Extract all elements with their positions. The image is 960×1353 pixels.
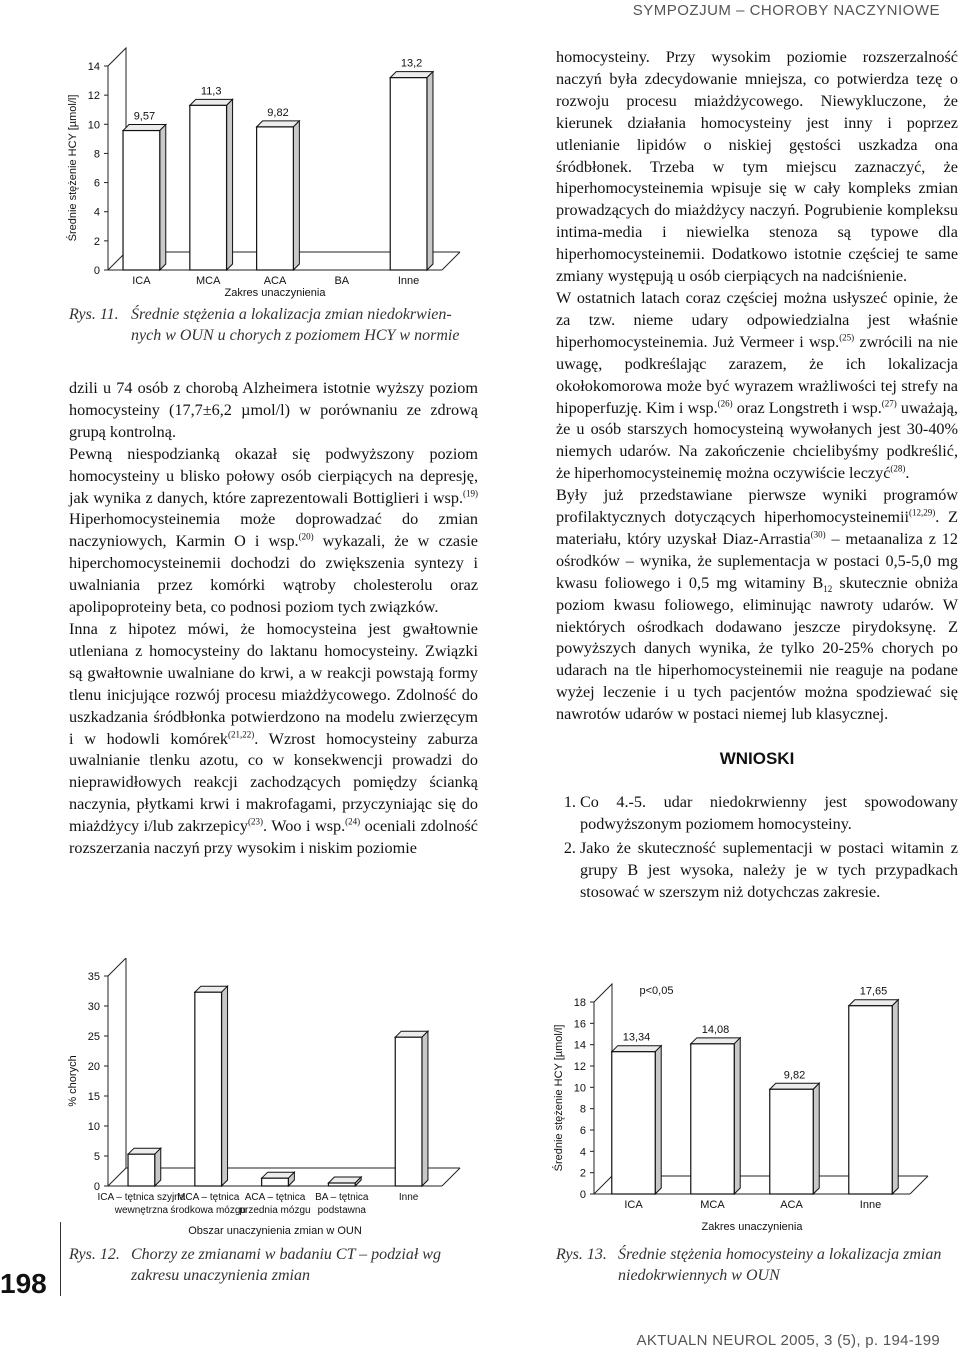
bar xyxy=(770,1089,813,1194)
y-tick-label: 0 xyxy=(579,1189,586,1201)
data-label: 9,57 xyxy=(133,110,156,123)
y-tick-label: 35 xyxy=(87,971,100,983)
bar xyxy=(195,992,222,1186)
paragraph: Pewną niespodzianką okazał się podwyższony poziom homocysteiny u blisko połowy osób cierpiących na depresję, jak wynika z danych, które zaprezentowali Bottiglieri i wsp.$^{(19)}$ Hiperhomocysteinemia może doprowadzać do zmian naczyniowych, Karmin O i wsp.$^{(20)}$ wykazali, że w czasie hiperchomocysteinemii dochodzi do zwiększenia syntezy i uwalniania przez komórki wątroby cholesterolu oraz apolipoproteiny beta, co podnosi poziom tych związków. xyxy=(69,444,478,617)
y-axis-label: Średnie stężenie HCY [µmol/l] xyxy=(553,1024,565,1172)
figure-13-caption: Rys. 13. Średnie stężenia homocysteiny a lokalizacja zmian niedokrwiennych w OUN xyxy=(556,1246,942,1284)
y-tick-label: 8 xyxy=(93,148,100,161)
y-tick-label: 2 xyxy=(579,1167,586,1180)
x-axis-label: Zakres unaczynienia xyxy=(701,1221,803,1233)
y-tick-label: 12 xyxy=(573,1061,586,1073)
bar-side xyxy=(222,986,228,1186)
y-tick-label: 16 xyxy=(573,1018,586,1031)
category-label: MCA xyxy=(700,1199,725,1211)
paragraph: homocysteiny. Przy wysokim poziomie rozszerzalność naczyń była zdecydowanie mniejsza, co potwierdza tezę o rozwoju procesu miażdżycowego. Niewykluczone, że kierunek działania homocysteiny jest inny i poprzez utlenianie lipidów o niskiej gęstości uszkadza ona śródbłonek. Trzeba w tym miejscu zaznaczyć, że hiperhomocysteinemia wpisuje się w cały kompleks zmian prowadzących do miażdżycy naczyń. Pogrubienie kompleksu intima-media i niewielka stenoza są typowe dla hiperhomocysteinemii. Dodatkowo istotnie częściej te same zmiany występują u osób cierpiących na nadciśnienie. xyxy=(556,48,958,286)
bar xyxy=(849,1006,892,1194)
bar xyxy=(390,78,427,270)
category-label: BA xyxy=(334,275,350,287)
figure-12-caption: Rys. 12. Chorzy ze zmianami w badaniu CT – podział wg zakresu unaczynienia zmian xyxy=(69,1246,441,1284)
bar-top xyxy=(691,1038,740,1044)
y-tick-label: 14 xyxy=(573,1039,586,1052)
y-tick-label: 8 xyxy=(579,1103,586,1116)
paragraph: W ostatnich latach coraz częściej można usłyszeć opinie, że za tzw. nieme udary odpowiedzialna jest właśnie hiperhomocysteinemia. Już Vermeer i wsp.$^{(25)}$ zwrócili na nie uwagę, podkreślając zarazem, że ich lokalizacja okołokomorowa może być wyrazem wrażliwości tej strefy na hipoperfuzję. Kim i wsp.$^{(26)}$ oraz Longstreth i wsp.$^{(27)}$ uważają, że u osób starszych homocysteiną wywołanych jest 30-40% niemych udarów. Na zakończenie chcielibyśmy podkreślić, że hiperhomocysteinemię można oczywiście leczyć$^{(28)}$. xyxy=(556,288,958,483)
x-axis-label: Obszar unaczynienia zmian w OUN xyxy=(188,1225,362,1237)
y-tick-label: 10 xyxy=(87,1121,100,1133)
bar xyxy=(691,1044,734,1194)
bar-side xyxy=(155,1148,161,1186)
floor-edge xyxy=(442,1168,460,1186)
y-tick-label: 15 xyxy=(87,1091,100,1103)
running-footer: AKTUALN NEUROL 2005, 3 (5), p. 194-199 xyxy=(636,1332,940,1349)
category-label: wewnętrzna xyxy=(114,1205,169,1216)
bar-top xyxy=(190,99,233,105)
y-tick-label: 12 xyxy=(87,90,100,103)
bar xyxy=(612,1052,655,1194)
category-label: ACA – tętnica xyxy=(244,1192,306,1203)
y-axis-label: Średnie stężenie HCY [µmol/l] xyxy=(67,94,79,242)
paragraph: dzili u 74 osób z chorobą Alzheimera istotnie wyższy poziom homocysteiny (17,7±6,2 µmol/l) w porównaniu ze zdrową grupą kontrolną. xyxy=(69,379,478,441)
bar xyxy=(328,1183,355,1186)
data-label: 9,82 xyxy=(267,106,289,119)
bar xyxy=(190,105,227,270)
y-tick-label: 4 xyxy=(579,1146,586,1159)
x-axis-label: Zakres unaczynienia xyxy=(224,287,326,299)
category-label: ICA xyxy=(132,275,151,287)
y-tick-label: 5 xyxy=(93,1151,100,1163)
right-text-column xyxy=(556,47,958,906)
y-tick-label: 25 xyxy=(87,1031,100,1043)
bar-side xyxy=(892,1000,898,1194)
y-tick-label: 10 xyxy=(87,119,100,132)
y-tick-label: 2 xyxy=(93,235,100,248)
bar-side xyxy=(160,125,166,270)
y-tick-label: 0 xyxy=(93,1181,100,1193)
chart-hcy-by-territory-ischemic xyxy=(548,968,960,1240)
floor-edge xyxy=(442,252,460,270)
category-label: ICA – tętnica szyjna xyxy=(97,1192,186,1203)
bar xyxy=(262,1178,289,1186)
bar-side xyxy=(813,1083,819,1194)
bar-top xyxy=(257,121,300,127)
bar-top xyxy=(770,1083,819,1089)
floor-edge xyxy=(910,1176,928,1194)
y-tick-label: 4 xyxy=(93,206,100,219)
bar xyxy=(395,1037,422,1186)
category-label: ACA xyxy=(780,1199,803,1211)
left-text-column xyxy=(69,378,478,860)
data-label: 13,34 xyxy=(622,1031,651,1044)
bar-side xyxy=(422,1031,428,1186)
category-label: podstawna xyxy=(317,1205,366,1216)
bar-top xyxy=(390,72,433,78)
y-tick-label: 6 xyxy=(579,1125,586,1137)
bar-top xyxy=(849,1000,898,1006)
chart-hcy-by-territory-normal xyxy=(62,40,482,302)
data-label: 9,82 xyxy=(783,1069,806,1082)
y-tick-label: 20 xyxy=(87,1061,100,1073)
paragraph: Były już przedstawiane pierwsze wyniki programów profilaktycznych dotyczących hiperhomocysteinemii$^{(12,29)}$. Z materiału, który uzyskał Diaz-Arrastia$^{(30)}$ – metaanaliza z 12 ośrodków – wynika, że suplementacja w postaci 0,5-5,0 mg kwasu foliowego i 0,5 mg witaminy $B_{12}$ skutecznie obniża poziom kwasu foliowego, eliminując nawroty udarów. W niektórych ośrodkach dodawano jeszcze pirydoksynę. Z powyższych danych wynika, że tylko 20-25% chorych po udarach na tle hiperhomocysteinemii nie reaguje na podane wyżej leczenie i u tych pacjentów można spodziewać się nawrotów udarów w postaci niemej lub klasycznej. xyxy=(556,486,959,724)
bar-side xyxy=(227,99,233,270)
figure-11-caption: Rys. 11. Średnie stężenia a lokalizacja zmian niedokrwien- nych w OUN u chorych z poziomem HCY w normie xyxy=(69,306,460,344)
list-item: 1. Co 4.-5. udar niedokrwienny jest spowodowany podwyższonym poziomem homocysteiny. xyxy=(580,792,958,836)
conclusions-list xyxy=(556,792,958,904)
bar xyxy=(257,127,294,270)
page-number: 198 xyxy=(0,1268,47,1299)
data-label: 11,3 xyxy=(200,85,222,98)
bar xyxy=(128,1154,155,1186)
category-label: Inne xyxy=(397,275,420,287)
bar-side xyxy=(734,1038,740,1194)
y-tick-label: 0 xyxy=(93,265,100,277)
category-label: MCA – tętnica xyxy=(177,1192,240,1203)
data-label: 13,2 xyxy=(400,57,423,70)
category-label: BA – tętnica xyxy=(315,1192,369,1203)
category-label: MCA xyxy=(195,275,221,287)
floor-edge xyxy=(108,1168,126,1186)
data-label: 14,08 xyxy=(701,1023,730,1036)
category-label: przednia mózgu xyxy=(239,1205,311,1216)
y-tick-label: 18 xyxy=(573,997,586,1009)
y-axis-label: % chorych xyxy=(67,1055,79,1107)
bar-top xyxy=(123,125,166,131)
bar-side xyxy=(293,121,299,270)
list-item: 2. Jako że skuteczność suplementacji w postaci witamin z grupy B jest wysoka, należy je w tych przypadkach stosować w szerszym niż dotychczas zakresie. xyxy=(580,838,958,904)
category-label: Inne xyxy=(398,1192,419,1203)
page-number-rule xyxy=(60,1222,61,1296)
bar-side xyxy=(655,1046,661,1194)
chart-patients-by-territory xyxy=(62,958,482,1240)
y-tick-label: 6 xyxy=(93,177,100,190)
paragraph: Inna z hipotez mówi, że homocysteina jest gwałtownie utleniana z homocysteiny do laktanu homocysteiny. Związki są gwałtownie uwalniane do krwi, a w reakcji powstają formy tlenu inicjujące rozwój procesu miażdżycowego. Zdolność do uszkadzania śródbłonka potwierdzono na modelu zwierzęcym i w hodowli komórek$^{(21,22)}$. Wzrost homocysteiny zaburza uwalnianie tlenku azotu, co w konsekwencji prowadzi do nieprawidłowych reakcji zachodzących pomiędzy ścianką naczynia, płytkami krwi i makrofagami, przyczyniając się do miażdżycy i/lub zakrzepicy$^{(23)}$. Woo i wsp.$^{(24)}$ oceniali zdolność rozszerzania naczyń przy wysokim i niskim poziomie xyxy=(69,619,478,858)
y-tick-label: 14 xyxy=(87,61,100,73)
y-tick-label: 30 xyxy=(87,1001,100,1013)
floor-edge xyxy=(594,1176,612,1194)
category-label: Inne xyxy=(859,1199,882,1211)
category-label: ACA xyxy=(263,275,287,287)
bar-side xyxy=(427,72,433,270)
significance-annotation: p<0,05 xyxy=(639,985,674,997)
running-header: SYMPOZJUM – CHOROBY NACZYNIOWE xyxy=(632,2,940,19)
conclusions-heading: WNIOSKI xyxy=(719,749,795,769)
category-label: ICA xyxy=(624,1199,643,1211)
category-label: środkowa mózgu xyxy=(170,1205,246,1216)
bar xyxy=(123,131,160,270)
data-label: 17,65 xyxy=(859,985,888,998)
bar-top xyxy=(612,1046,661,1052)
y-tick-label: 10 xyxy=(573,1082,586,1095)
